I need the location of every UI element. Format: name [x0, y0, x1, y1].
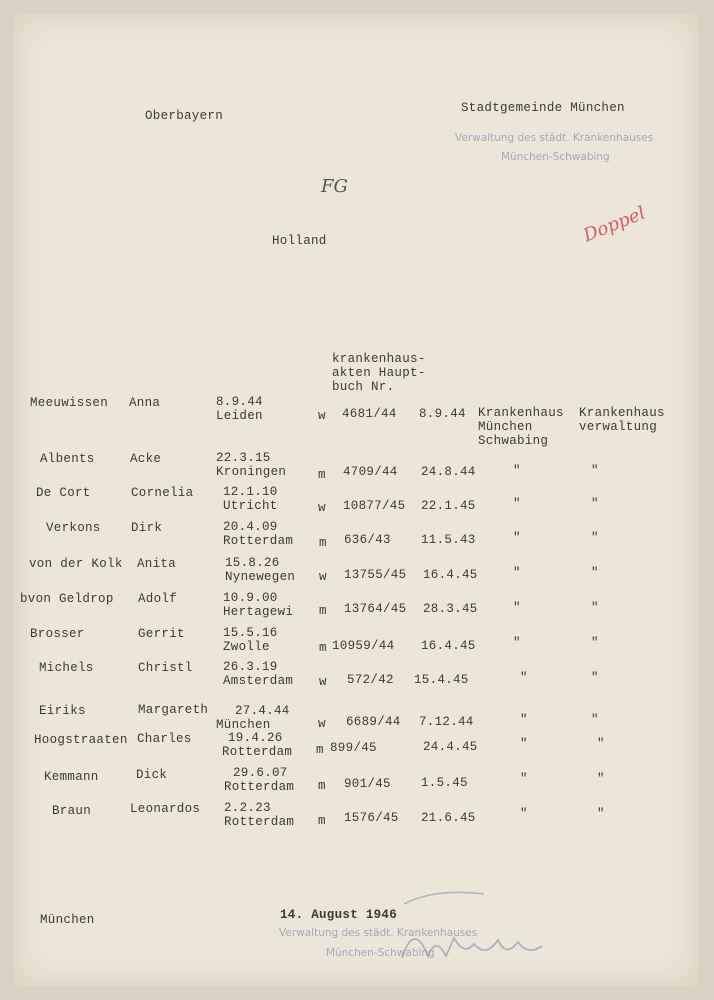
given-name-cell: Leonardos [130, 802, 201, 816]
given-name-cell: Dick [136, 768, 168, 782]
date-cell: 7.12.44 [419, 715, 474, 729]
sex-cell: w [318, 501, 326, 515]
date-cell: 11.5.43 [421, 533, 476, 547]
file-number-cell: 6689/44 [346, 715, 401, 729]
given-name-cell: Cornelia [131, 486, 194, 500]
hospital-cell [478, 406, 564, 448]
hospital-cell: " [513, 531, 521, 545]
column-header-file [332, 352, 426, 394]
birth-date: 26.3.19 [223, 660, 278, 674]
surname-cell: von der Kolk [29, 557, 123, 571]
date-cell: 16.4.45 [423, 568, 478, 582]
sex-cell: m [319, 536, 327, 550]
birth-place: Amsterdam [223, 674, 294, 688]
hospital-cell: " [513, 464, 521, 478]
birth-date: 15.8.26 [225, 556, 280, 570]
birth-date: 10.9.00 [223, 591, 278, 605]
administration-line1: Krankenhaus [579, 406, 665, 420]
administration-cell: " [591, 497, 599, 511]
birth-place: Zwolle [223, 640, 270, 654]
birth-place: Rotterdam [224, 780, 295, 794]
administration-cell: " [591, 713, 599, 727]
birth-cell [223, 626, 278, 654]
header-stamp-line2: München-Schwabing [501, 151, 610, 163]
hospital-cell: " [520, 713, 528, 727]
given-name-cell: Christl [138, 661, 193, 675]
surname-cell: Kemmann [44, 770, 99, 784]
file-number-cell: 4681/44 [342, 407, 397, 421]
birth-date: 2.2.23 [224, 801, 271, 815]
hospital-cell: " [520, 772, 528, 786]
document-page [14, 14, 698, 986]
birth-cell [223, 660, 293, 688]
administration-cell: " [591, 671, 599, 685]
surname-cell: De Cort [36, 486, 91, 500]
hospital-line1: Krankenhaus [478, 406, 564, 420]
column-header-line1: krankenhaus- [332, 352, 426, 366]
footer-city: München [40, 913, 95, 927]
given-name-cell: Acke [130, 452, 162, 466]
surname-cell: Meeuwissen [30, 396, 109, 410]
file-number-cell: 899/45 [330, 741, 377, 755]
birth-date: 8.9.44 [216, 395, 263, 409]
administration-line2: verwaltung [579, 420, 658, 434]
given-name-cell: Adolf [138, 592, 178, 606]
file-number-cell: 13755/45 [344, 568, 407, 582]
date-cell: 21.6.45 [421, 811, 476, 825]
birth-cell [216, 395, 263, 423]
birth-place: Rotterdam [223, 534, 294, 548]
administration-cell: " [591, 464, 599, 478]
file-number-cell: 10877/45 [343, 499, 406, 513]
signature-scribble [394, 876, 564, 976]
administration-cell: " [591, 566, 599, 580]
date-cell: 8.9.44 [419, 407, 466, 421]
sex-cell: m [316, 743, 324, 757]
birth-date: 19.4.26 [228, 731, 283, 745]
date-cell: 16.4.45 [421, 639, 476, 653]
file-number-cell: 13764/45 [344, 602, 407, 616]
hospital-cell: " [513, 601, 521, 615]
pencil-red-mark: Doppel [580, 202, 649, 247]
birth-date: 29.6.07 [233, 766, 288, 780]
footer-stamp-line2: München-Schwabing [326, 947, 435, 959]
birth-cell [223, 485, 278, 513]
footer-stamp-line1: Verwaltung des städt. Krankenhauses [279, 927, 478, 939]
file-number-cell: 1576/45 [344, 811, 399, 825]
birth-place: München [216, 718, 271, 732]
birth-cell [222, 731, 292, 759]
sex-cell: m [319, 604, 327, 618]
column-header-line2: akten Haupt- [332, 366, 426, 380]
administration-cell: " [597, 737, 605, 751]
date-cell: 24.8.44 [421, 465, 476, 479]
surname-cell: Brosser [30, 627, 85, 641]
sex-cell: m [319, 641, 327, 655]
birth-place: Utricht [223, 499, 278, 513]
birth-place: Rotterdam [224, 815, 295, 829]
administration-cell: " [591, 636, 599, 650]
country-heading: Holland [272, 234, 327, 248]
hospital-cell: " [520, 807, 528, 821]
birth-cell [224, 766, 294, 794]
given-name-cell: Charles [137, 732, 192, 746]
file-number-cell: 901/45 [344, 777, 391, 791]
hospital-line2: München [478, 420, 533, 434]
header-stamp-line1: Verwaltung des städt. Krankenhauses [455, 132, 654, 144]
given-name-cell: Anita [137, 557, 177, 571]
file-number-cell: 572/42 [347, 673, 394, 687]
given-name-cell: Gerrit [138, 627, 185, 641]
fg-handwritten-mark: FG [321, 176, 348, 197]
sex-cell: m [318, 779, 326, 793]
birth-place: Kroningen [216, 465, 287, 479]
given-name-cell: Margareth [138, 703, 209, 717]
date-cell: 24.4.45 [423, 740, 478, 754]
given-name-cell: Dirk [131, 521, 163, 535]
birth-cell [225, 556, 295, 584]
sex-cell: m [318, 814, 326, 828]
birth-cell [223, 591, 293, 619]
hospital-cell: " [513, 566, 521, 580]
date-cell: 28.3.45 [423, 602, 478, 616]
surname-cell: Braun [52, 804, 92, 818]
sex-cell: w [318, 717, 326, 731]
administration-cell: " [597, 772, 605, 786]
file-number-cell: 636/43 [344, 533, 391, 547]
hospital-cell: " [513, 497, 521, 511]
birth-cell [223, 520, 293, 548]
birth-date: 22.3.15 [216, 451, 271, 465]
birth-place: Leiden [216, 409, 263, 423]
birth-place: Nynewegen [225, 570, 296, 584]
administration-cell: " [591, 531, 599, 545]
birth-cell [216, 451, 286, 479]
birth-cell [216, 704, 290, 732]
surname-cell: Eiriks [39, 704, 86, 718]
hospital-cell: " [520, 737, 528, 751]
surname-cell: bvon Geldrop [20, 592, 114, 606]
surname-cell: Michels [39, 661, 94, 675]
authority-heading: Stadtgemeinde München [461, 101, 625, 115]
sex-cell: w [318, 409, 326, 423]
administration-cell [579, 406, 665, 434]
surname-cell: Hoogstraaten [34, 733, 128, 747]
date-cell: 15.4.45 [414, 673, 469, 687]
date-cell: 22.1.45 [421, 499, 476, 513]
file-number-cell: 10959/44 [332, 639, 395, 653]
birth-date: 15.5.16 [223, 626, 278, 640]
birth-date: 20.4.09 [223, 520, 278, 534]
footer-date: 14. August 1946 [280, 908, 398, 922]
column-header-line3: buch Nr. [332, 380, 395, 394]
sex-cell: w [319, 570, 327, 584]
sex-cell: w [319, 675, 327, 689]
birth-date: 12.1.10 [223, 485, 278, 499]
birth-place: Rotterdam [222, 745, 293, 759]
administration-cell: " [597, 807, 605, 821]
birth-date: 27.4.44 [235, 704, 290, 718]
file-number-cell: 4709/44 [343, 465, 398, 479]
hospital-cell: " [520, 671, 528, 685]
birth-place: Hertagewi [223, 605, 294, 619]
birth-cell [224, 801, 294, 829]
sex-cell: m [318, 468, 326, 482]
hospital-line3: Schwabing [478, 434, 549, 448]
date-cell: 1.5.45 [421, 776, 468, 790]
region-heading: Oberbayern [145, 109, 224, 123]
given-name-cell: Anna [129, 396, 161, 410]
hospital-cell: " [513, 636, 521, 650]
administration-cell: " [591, 601, 599, 615]
surname-cell: Verkons [46, 521, 101, 535]
surname-cell: Albents [40, 452, 95, 466]
